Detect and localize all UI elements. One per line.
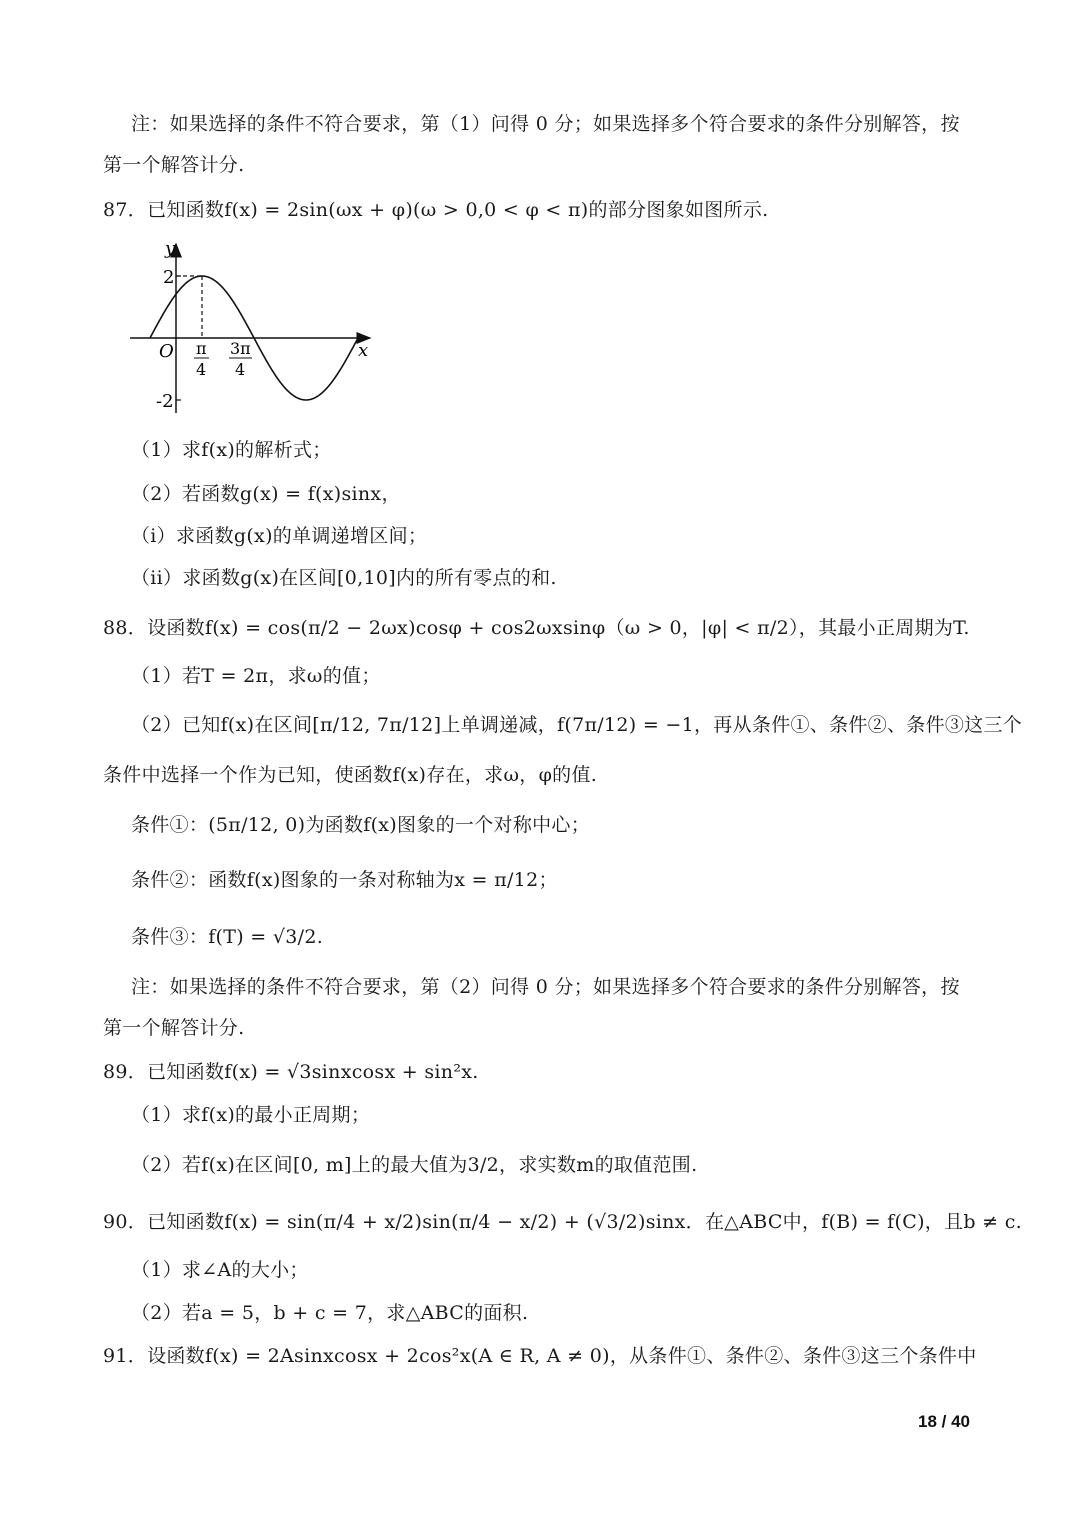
p88-condition-1: 条件①：(5π/12, 0)为函数f(x)图象的一个对称中心；: [131, 814, 591, 836]
problem-89-statement: 89．已知函数f(x) = √3sinxcosx + sin²x.: [103, 1061, 479, 1083]
p88-condition-2: 条件②：函数f(x)图象的一条对称轴为x = π/12；: [131, 869, 558, 891]
p90-part1: （1）求∠A的大小；: [131, 1259, 309, 1281]
y-tick-neg2: -2: [156, 391, 174, 412]
p90-part2: （2）若a = 5，b + c = 7，求△ABC的面积.: [131, 1302, 529, 1324]
problem-90-statement: 90．已知函数f(x) = sin(π/4 + x/2)sin(π/4 − x/2) + (√3/2)sinx．在△ABC中，f(B) = f(C)，且b ≠ c.: [103, 1211, 1023, 1233]
x-tick-pi-over-4-den: 4: [196, 360, 207, 379]
problem-88-statement: 88．设函数f(x) = cos(π/2 − 2ωx)cosφ + cos2ωxsinφ（ω > 0，|φ| < π/2），其最小正周期为T.: [103, 617, 970, 639]
p89-part1: （1）求f(x)的最小正周期；: [131, 1104, 371, 1126]
p88-condition-3: 条件③：f(T) = √3/2.: [131, 926, 324, 948]
p88-part2: （2）已知f(x)在区间[π/12, 7π/12]上单调递减，f(7π/12) = −1，再从条件①、条件②、条件③这三个: [131, 714, 1023, 736]
problem-87-statement: 87．已知函数f(x) = 2sin(ωx + φ)(ω > 0,0 < φ < π)的部分图象如图所示.: [103, 199, 769, 221]
x-tick-3pi-over-4-den: 4: [235, 360, 246, 379]
p88-part1: （1）若T = 2π，求ω的值；: [131, 665, 381, 687]
p89-part2: （2）若f(x)在区间[0, m]上的最大值为3/2，求实数m的取值范围.: [131, 1154, 698, 1176]
y-axis-label: y: [165, 238, 176, 259]
p87-part2-ii: （ii）求函数g(x)在区间[0,10]内的所有零点的和.: [131, 567, 557, 589]
x-tick-3pi-over-4-num: 3π: [230, 339, 251, 358]
p87-part1: （1）求f(x)的解析式；: [131, 439, 332, 461]
page-number: 18 / 40: [918, 1412, 970, 1431]
note-line-2: 第一个解答计分.: [103, 154, 245, 176]
p88-part2-cont: 条件中选择一个作为已知，使函数f(x)存在，求ω，φ的值.: [103, 764, 598, 786]
p88-note-1: 注：如果选择的条件不符合要求，第（2）问得 0 分；如果选择多个符合要求的条件分别解答，按: [131, 976, 960, 998]
x-tick-pi-over-4-num: π: [196, 339, 207, 358]
note-line-1: 注：如果选择的条件不符合要求，第（1）问得 0 分；如果选择多个符合要求的条件分别解答，按: [131, 113, 960, 135]
y-tick-2: 2: [163, 267, 175, 288]
x-axis-label: x: [358, 340, 369, 361]
sine-graph-figure: [125, 238, 385, 428]
problem-91-statement: 91．设函数f(x) = 2Asinxcosx + 2cos²x(A ∈ R, A ≠ 0)，从条件①、条件②、条件③这三个条件中: [103, 1345, 977, 1367]
p87-part2: （2）若函数g(x) = f(x)sinx，: [131, 483, 401, 505]
p88-note-2: 第一个解答计分.: [103, 1017, 245, 1039]
p87-part2-i: （i）求函数g(x)的单调递增区间；: [131, 525, 428, 547]
origin-label: O: [159, 341, 174, 362]
